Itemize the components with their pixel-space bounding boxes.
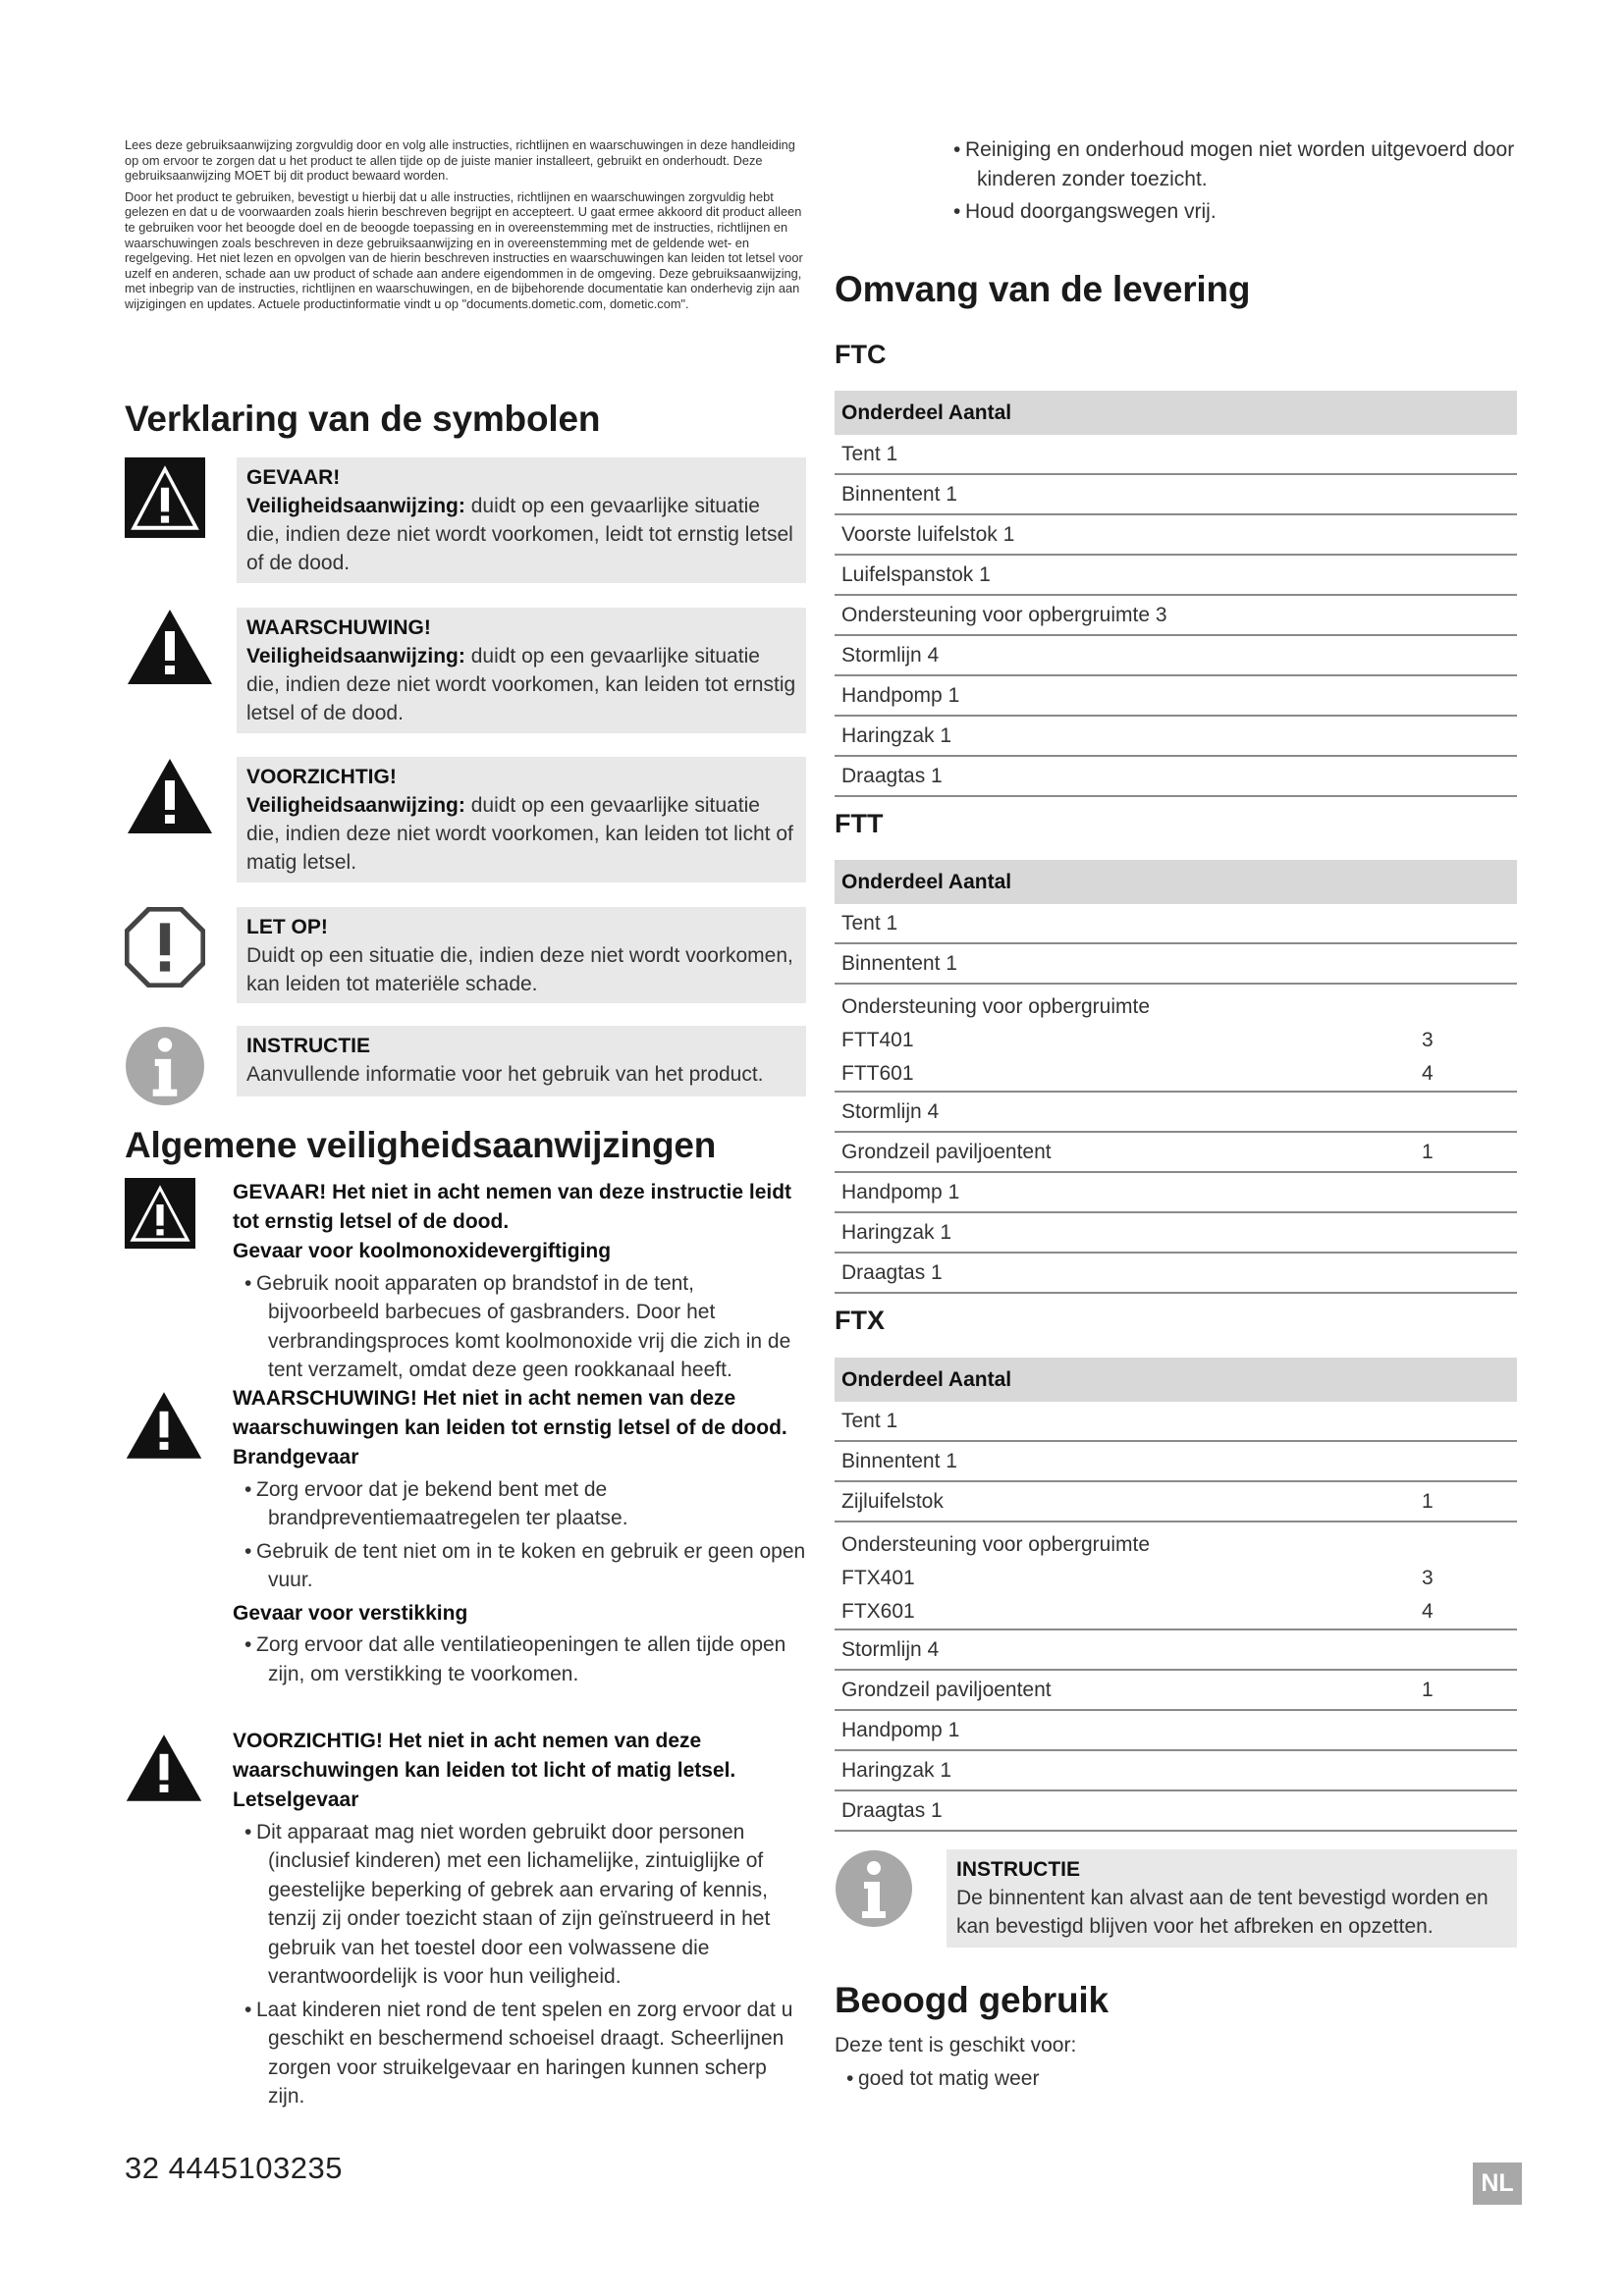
warning-text: duidt op een gevaarlijke situatie die, indien deze niet wordt voorkomen, kan leiden tot ernstig letsel of de dood.	[246, 645, 796, 724]
table-row: Binnentent 1	[835, 943, 1517, 984]
model-name: FTT401	[841, 1029, 914, 1051]
info-icon	[835, 1849, 913, 1928]
danger-text: duidt op een gevaarlijke situatie die, indien deze niet wordt voorkomen, leidt tot ernstig letsel of de dood.	[246, 495, 793, 574]
table-row: Ondersteuning voor opbergruimte 3	[835, 595, 1517, 635]
notice-octagon-icon	[125, 907, 205, 988]
symbol-danger	[125, 457, 806, 585]
danger-box	[237, 457, 806, 583]
danger-label: Veiligheidsaanwijzing:	[246, 495, 465, 517]
table-row: Handpomp 1	[835, 1710, 1517, 1750]
ftt-table	[835, 860, 1517, 1294]
right-column	[835, 135, 1517, 231]
table-row: Haringzak 1	[835, 716, 1517, 756]
notice-box	[237, 907, 806, 1003]
caution-triangle-icon	[125, 1733, 203, 1803]
model-qty: 4	[1422, 1062, 1434, 1085]
table-row: Zijluifelstok	[835, 1481, 1415, 1522]
bullet-item: • Laat kinderen niet rond de tent spelen en zorg ervoor dat u geschikt en beschermend schoeisel draagt. Scheerlijnen zorgen voor struikelgevaar en haringen kunnen scherp zijn.	[233, 1996, 806, 2111]
warning-triangle-icon	[125, 1390, 203, 1461]
general-safety-heading: Algemene veiligheidsaanwijzingen	[125, 1125, 717, 1165]
notice-text: Duidt op een situatie die, indien deze niet wordt voorkomen, kan leiden tot materiële schade.	[246, 944, 793, 995]
delivery-heading: Omvang van de levering	[835, 269, 1251, 309]
table-header: Onderdeel Aantal	[835, 391, 1517, 435]
table-row: Draagtas 1	[835, 1253, 1517, 1293]
symbols-heading: Verklaring van de symbolen	[125, 399, 601, 439]
table-row: Binnentent 1	[835, 1441, 1517, 1481]
info-icon	[125, 1026, 205, 1106]
left-column	[125, 137, 806, 318]
table-row: Haringzak 1	[835, 1750, 1517, 1790]
table-row	[835, 984, 1517, 1092]
intro-text	[125, 137, 806, 312]
table-row: Handpomp 1	[835, 675, 1517, 716]
bullet-item: • Reiniging en onderhoud mogen niet worden uitgevoerd door kinderen zonder toezicht.	[943, 135, 1551, 193]
instruction-text: De binnentent kan alvast aan de tent bevestigd worden en kan bevestigd blijven voor het afbreken en opzetten.	[956, 1887, 1489, 1938]
storage-label: Ondersteuning voor opbergruimte	[841, 995, 1151, 1018]
table-row	[835, 1522, 1517, 1629]
instruction-text: Aanvullende informatie voor het gebruik van het product.	[246, 1063, 764, 1086]
table-row: Tent 1	[835, 1402, 1517, 1441]
instruction-keyword: INSTRUCTIE	[956, 1858, 1080, 1881]
ftx-table	[835, 1358, 1517, 1832]
intro-paragraph-2: Door het product te gebruiken, bevestigt u hierbij dat u alle instructies, richtlijnen en waarschuwingen zorgvuldig hebt gelezen en dat u de voorwaarden zoals hierin beschreven begrijpt en accepteert. U gaat ermee akkoord dit product alleen te gebruiken voor het beoogde doel en de beoogde toepassing en in overeenstemming met de instructies, richtlijnen en waarschuwingen zoals beschreven in deze gebruiksaanwijzing en in overeenstemming met de geldende wet- en regelgeving. Het niet lezen en opvolgen van de hierin beschreven instructies en waarschuwingen kan leiden tot letsel voor uzelf en anderen, schade aan uw product of schade aan andere eigendommen in de omgeving. Deze gebruiksaanwijzing, met inbegrip van de instructies, richtlijnen en waarschuwingen, en de bijbehorende documentatie kan onderhevig zijn aan wijzigingen en updates. Actuele productinformatie vindt u op "documents.dometic.com, dometic.com".	[125, 188, 803, 311]
notice-keyword: LET OP!	[246, 916, 328, 938]
table-row: Tent 1	[835, 904, 1517, 943]
caution-triangle-icon	[125, 757, 215, 835]
table-cell-qty: 1	[1415, 1670, 1517, 1710]
ftx-title: FTX	[835, 1306, 885, 1335]
bullet-item: • Houd doorgangswegen vrij.	[943, 197, 1517, 227]
table-row: Grondzeil paviljoentent	[835, 1132, 1415, 1172]
table-row: Handpomp 1	[835, 1172, 1517, 1212]
instruction-keyword: INSTRUCTIE	[246, 1035, 370, 1057]
bullet-item: • Zorg ervoor dat alle ventilatieopeningen te allen tijde open zijn, om verstikking te voorkomen.	[233, 1630, 806, 1688]
table-row: Grondzeil paviljoentent	[835, 1670, 1415, 1710]
delivery-instruction-box	[947, 1849, 1517, 1948]
safety-caution-body	[233, 1727, 806, 2115]
symbol-notice	[125, 907, 806, 1005]
safety-danger-body	[233, 1178, 806, 1389]
safety-warning-body	[233, 1384, 806, 1692]
table-row: Draagtas 1	[835, 1790, 1517, 1831]
table-row: Draagtas 1	[835, 756, 1517, 796]
suffocation-sub: Gevaar voor verstikking	[233, 1601, 468, 1625]
model-qty: 3	[1422, 1029, 1434, 1051]
safety-danger-head: GEVAAR! Het niet in acht nemen van deze instructie leidt tot ernstig letsel of de dood.	[233, 1181, 792, 1233]
table-header: Onderdeel Aantal	[835, 1358, 1517, 1402]
model-name: FTX601	[841, 1600, 915, 1623]
model-qty: 4	[1422, 1600, 1434, 1623]
bullet-item: • Dit apparaat mag niet worden gebruikt door personen (inclusief kinderen) met een lichamelijke, zintuiglijke of geestelijke beperking of gebrek aan ervaring of kennis, tenzij zij onder toezicht staan of zijn geïnstrueerd in het gebruik van het toestel door een volwassene die verantwoordelijk is voor hun veiligheid.	[233, 1818, 806, 1992]
table-row: Binnentent 1	[835, 474, 1517, 514]
model-name: FTX401	[841, 1567, 915, 1589]
intended-use-heading: Beoogd gebruik	[835, 1980, 1109, 2020]
warning-triangle-icon	[125, 608, 215, 686]
caution-label: Veiligheidsaanwijzing:	[246, 794, 465, 817]
page-number: 32 4445103235	[125, 2151, 344, 2185]
storage-label: Ondersteuning voor opbergruimte	[841, 1533, 1151, 1556]
danger-warning-icon	[125, 1178, 195, 1249]
table-row: Voorste luifelstok 1	[835, 514, 1517, 555]
symbol-caution	[125, 757, 806, 884]
table-row: Tent 1	[835, 435, 1517, 474]
caution-box	[237, 757, 806, 882]
danger-warning-icon	[125, 457, 205, 538]
table-header: Onderdeel Aantal	[835, 860, 1517, 904]
symbol-instruction	[125, 1026, 806, 1104]
model-qty: 3	[1422, 1567, 1434, 1589]
table-row: Stormlijn 4	[835, 1629, 1517, 1670]
warning-label: Veiligheidsaanwijzing:	[246, 645, 465, 667]
model-name: FTT601	[841, 1062, 914, 1085]
ftc-table	[835, 391, 1517, 797]
safety-caution-head: VOORZICHTIG! Het niet in acht nemen van deze waarschuwingen kan leiden tot licht of matig letsel.	[233, 1730, 736, 1782]
symbol-warning	[125, 608, 806, 735]
bullet-item: • Zorg ervoor dat je bekend bent met de brandpreventiemaatregelen ter plaatse.	[233, 1475, 806, 1533]
injury-hazard-sub: Letselgevaar	[233, 1789, 359, 1811]
danger-keyword: GEVAAR!	[246, 466, 341, 489]
instruction-box	[237, 1026, 806, 1096]
language-badge: NL	[1473, 2163, 1522, 2205]
fire-hazard-sub: Brandgevaar	[233, 1446, 359, 1468]
intended-use-intro: Deze tent is geschikt voor:	[835, 2034, 1077, 2056]
bullet-item: • goed tot matig weer	[835, 2064, 1435, 2094]
table-cell-qty: 1	[1415, 1132, 1517, 1172]
warning-box	[237, 608, 806, 733]
table-row: Luifelspanstok 1	[835, 555, 1517, 595]
caution-text: duidt op een gevaarlijke situatie die, indien deze niet wordt voorkomen, kan leiden tot licht of matig letsel.	[246, 794, 793, 874]
ftt-title: FTT	[835, 809, 884, 838]
table-cell-qty: 1	[1415, 1481, 1517, 1522]
ftc-title: FTC	[835, 340, 887, 369]
bullet-item: • Gebruik nooit apparaten op brandstof in de tent, bijvoorbeeld barbecues of gasbranders. Door het verbrandingsproces komt koolmonoxide vrij die zich in de tent verzamelt, omdat deze geen rookkanaal heeft.	[233, 1269, 806, 1385]
table-row: Haringzak 1	[835, 1212, 1517, 1253]
bullet-item: • Gebruik de tent niet om in te koken en gebruik er geen open vuur.	[233, 1537, 806, 1595]
caution-keyword: VOORZICHTIG!	[246, 766, 397, 788]
intro-paragraph-1: Lees deze gebruiksaanwijzing zorgvuldig door en volg alle instructies, richtlijnen en waarschuwingen in deze handleiding op om ervoor te zorgen dat u het product te allen tijde op de juiste manier installeert, gebruikt en onderhoudt. Deze gebruiksaanwijzing MOET bij dit product bewaard worden.	[125, 137, 795, 184]
safety-danger-sub: Gevaar voor koolmonoxidevergiftiging	[233, 1240, 612, 1262]
warning-keyword: WAARSCHUWING!	[246, 616, 431, 639]
safety-warning-head: WAARSCHUWING! Het niet in acht nemen van deze waarschuwingen kan leiden tot ernstig letsel of de dood.	[233, 1387, 787, 1439]
table-row: Stormlijn 4	[835, 635, 1517, 675]
table-row: Stormlijn 4	[835, 1092, 1517, 1132]
